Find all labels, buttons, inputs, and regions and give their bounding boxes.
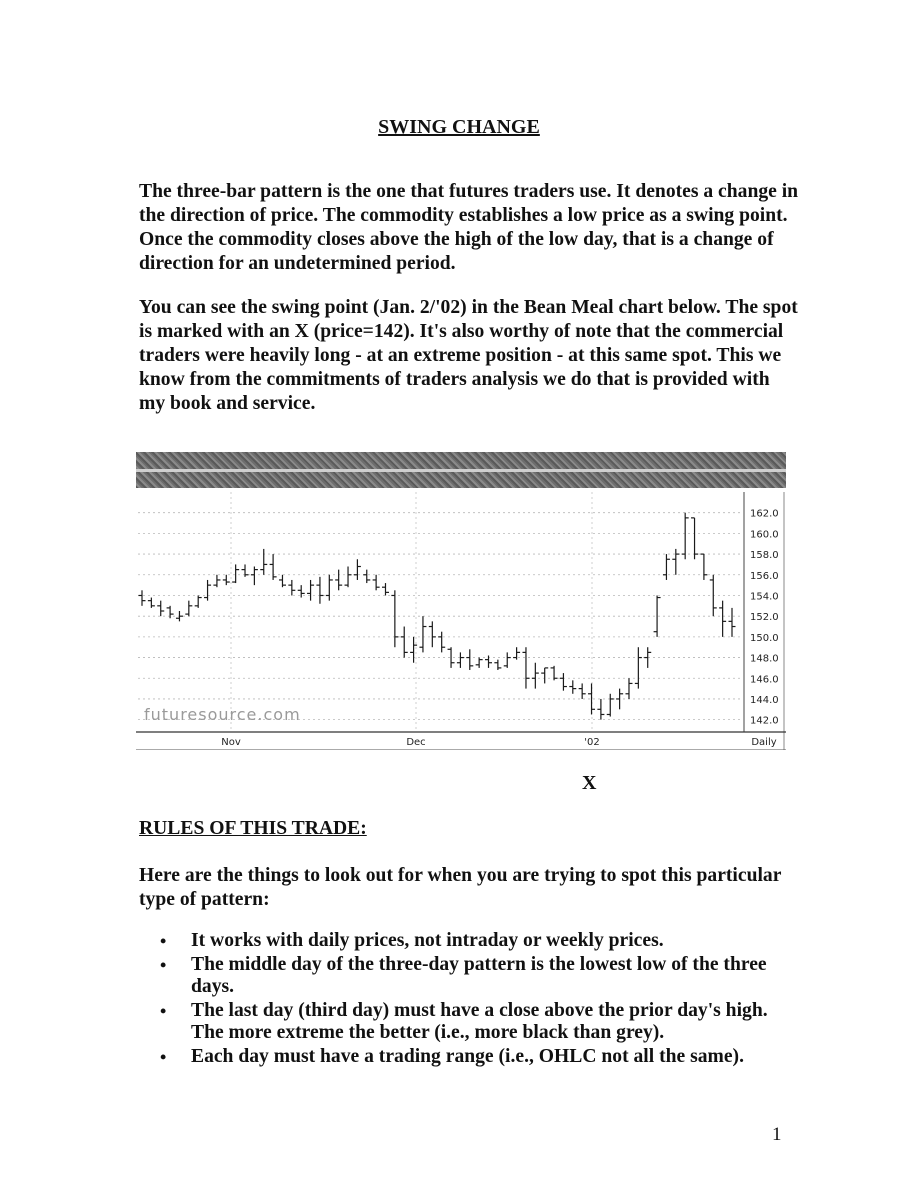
ohlc-bar [551,666,558,680]
y-tick-label: 152.0 [750,612,779,624]
x-tick-label: Dec [406,737,426,748]
y-tick-label: 150.0 [750,632,779,644]
ohlc-bar [195,595,202,607]
swing-point-paragraph: You can see the swing point (Jan. 2/'02) in the Bean Meal chart below. The spot is marked with an X (price=142). It's also worthy of note that the commercial traders were heavily long - at an extreme position - at this same spot. This we know from the commitments of traders analysis we do that is provided with my book and service. [139,297,798,414]
ohlc-bar [307,580,314,601]
ohlc-bar [560,673,567,691]
ohlc-bar [363,570,370,583]
y-tick-label: 160.0 [750,529,779,541]
ohlc-bar [373,575,380,591]
ohlc-bar [251,567,258,586]
rules-list [160,930,800,1070]
ohlc-bar [382,583,389,595]
x-tick-label: Nov [221,737,241,748]
ohlc-bar [148,598,155,608]
ohlc-bar [139,590,146,606]
ohlc-bar [476,658,483,668]
swing-point-marker: X [582,772,597,794]
ohlc-bar [504,652,511,668]
ohlc-bar [607,694,614,717]
ohlc-bar [691,518,698,559]
ohlc-bar [176,611,183,621]
ohlc-bar [204,580,211,601]
ohlc-bar [316,577,323,604]
ohlc-bar [167,606,174,618]
ohlc-bar [719,601,726,637]
ohlc-bar [185,601,192,617]
page-number: 1 [772,1124,782,1145]
ohlc-bar [260,549,267,575]
list-item: • Each day must have a trading range (i.e., OHLC not all the same). [160,1046,800,1068]
bean-meal-chart [136,452,786,750]
ohlc-bar [345,567,352,588]
period-label: Daily [751,737,777,748]
ohlc-bar [541,668,548,684]
ohlc-bar [288,580,295,596]
page-title: SWING CHANGE [378,116,540,138]
ohlc-bar [429,621,436,647]
ohlc-bar [419,616,426,652]
ohlc-bar [635,647,642,688]
y-tick-label: 146.0 [750,674,779,686]
ohlc-bar [729,608,736,637]
y-tick-label: 142.0 [750,715,779,727]
y-tick-label: 156.0 [750,570,779,582]
ohlc-bar [522,647,529,688]
ohlc-bar [326,575,333,601]
ohlc-bar [466,649,473,670]
y-tick-label: 162.0 [750,508,779,520]
ohlc-bar [438,632,445,653]
ohlc-bar [625,678,632,699]
ohlc-bar [672,549,679,575]
ohlc-bar [401,627,408,658]
ohlc-bar [242,564,249,576]
ohlc-bar [616,689,623,710]
ohlc-bar [700,554,707,580]
ohlc-bar [494,660,501,670]
list-item: • The middle day of the three-day pattern is the lowest low of the three days. [160,954,800,998]
rules-heading: RULES OF THIS TRADE: [139,818,367,839]
chart-watermark: futuresource.com [144,705,301,724]
ohlc-bar [682,513,689,560]
ohlc-bar [597,699,604,720]
intro-paragraph: The three-bar pattern is the one that futures traders use. It denotes a change in the direction of price. The commodity establishes a low price as a swing point. Once the commodity closes above the high of the low day, that is a change of direction for an undetermined period. [139,181,799,274]
list-item: • It works with daily prices, not intraday or weekly prices. [160,930,800,952]
ohlc-bar [391,590,398,647]
ohlc-bar [663,554,670,580]
y-tick-label: 148.0 [750,653,779,665]
ohlc-bar [579,683,586,699]
ohlc-bar [279,575,286,587]
y-tick-label: 158.0 [750,550,779,562]
ohlc-bar [569,680,576,693]
ohlc-bar [644,647,651,668]
ohlc-bar [157,601,164,617]
rules-intro-paragraph: Here are the things to look out for when you are trying to spot this particular type of pattern: [139,865,782,910]
ohlc-bar [213,575,220,587]
x-tick-label: '02 [584,737,600,748]
ohlc-bar [532,663,539,689]
ohlc-bar [223,575,230,585]
ohlc-bar [710,575,717,616]
ohlc-bar [485,655,492,667]
ohlc-bar [457,652,464,668]
ohlc-bar [232,564,239,583]
ohlc-bar [354,559,361,580]
y-tick-label: 154.0 [750,591,779,603]
y-tick-label: 144.0 [750,694,779,706]
ohlc-bar [335,570,342,591]
list-item: • The last day (third day) must have a close above the prior day's high. The more extreme the better (i.e., more black than grey). [160,1000,800,1044]
ohlc-bar [270,554,277,580]
